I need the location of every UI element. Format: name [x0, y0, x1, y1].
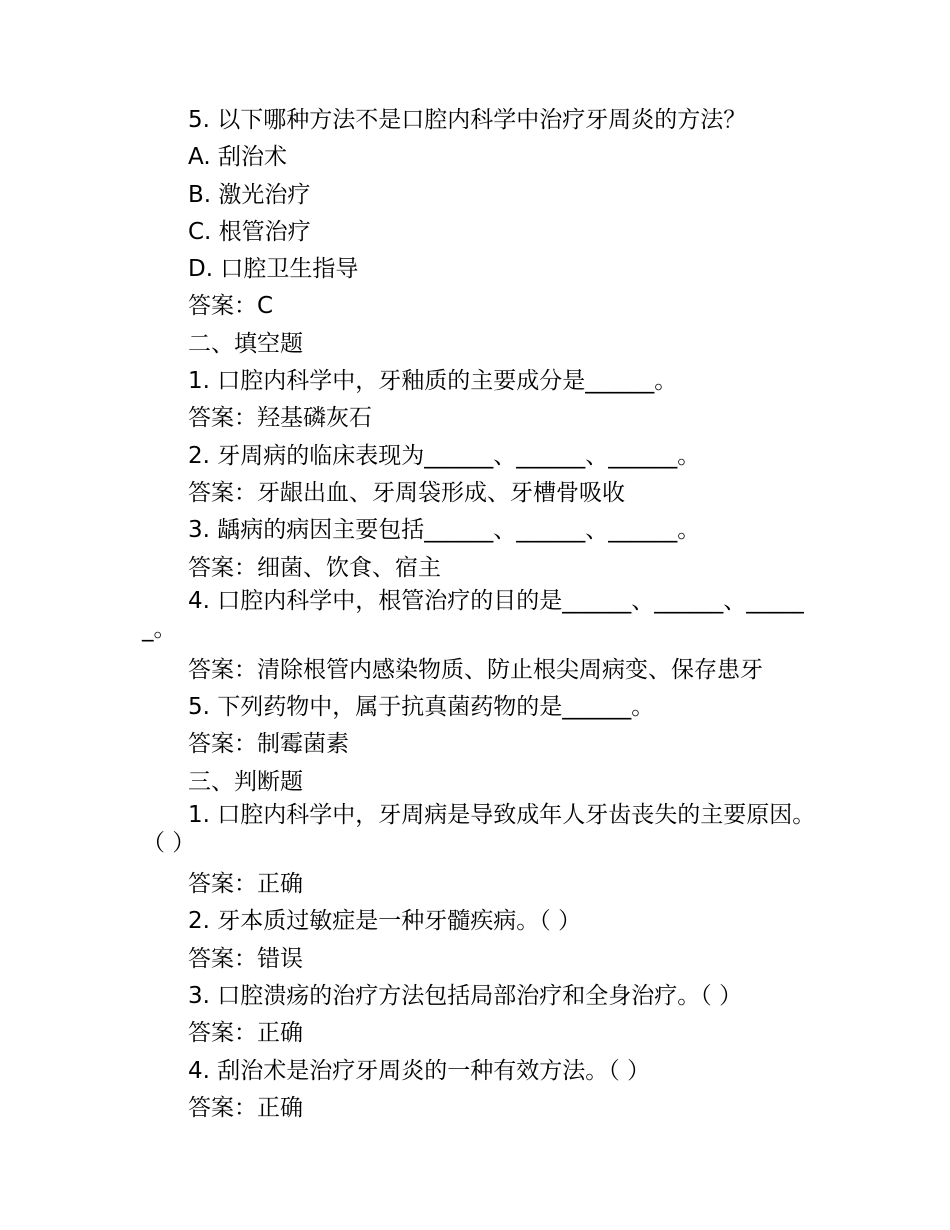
- question-fill-1: 1. 口腔内科学中，牙釉质的主要成分是______。: [188, 368, 678, 395]
- question-fill-3: 3. 龋病的病因主要包括______、______、______。: [188, 517, 701, 544]
- question-tf-2: 2. 牙本质过敏症是一种牙髓疾病。（ ）: [188, 908, 582, 935]
- answer-mc-5: 答案：C: [188, 293, 274, 320]
- question-fill-4: 4. 口腔内科学中，根管治疗的目的是______、______、______。: [142, 587, 804, 642]
- answer-fill-3: 答案：细菌、饮食、宿主: [188, 554, 441, 581]
- answer-fill-2: 答案：牙龈出血、牙周袋形成、牙槽骨吸收: [188, 479, 625, 506]
- document-body: [142, 102, 822, 1127]
- question-tf-4: 4. 刮治术是治疗牙周炎的一种有效方法。（ ）: [188, 1057, 651, 1084]
- question-mc-5: 5. 以下哪种方法不是口腔内科学中治疗牙周炎的方法？: [188, 107, 747, 133]
- option-a: A. 刮治术: [188, 144, 287, 171]
- section-heading-true-false: 三、判断题: [188, 768, 303, 795]
- option-b: B. 激光治疗: [188, 181, 311, 208]
- question-fill-5: 5. 下列药物中，属于抗真菌药物的是______。: [188, 694, 655, 721]
- option-d: D. 口腔卫生指导: [188, 256, 359, 283]
- option-c: C. 根管治疗: [188, 218, 311, 245]
- answer-tf-3: 答案：正确: [188, 1020, 303, 1047]
- question-fill-2: 2. 牙周病的临床表现为______、______、______。: [188, 442, 701, 469]
- answer-tf-1: 答案：正确: [188, 871, 303, 898]
- answer-tf-4: 答案：正确: [188, 1094, 303, 1121]
- question-tf-1: 1. 口腔内科学中，牙周病是导致成年人牙齿丧失的主要原因。（ ）: [142, 802, 816, 857]
- section-heading-fill-in: 二、填空题: [188, 330, 303, 357]
- answer-fill-5: 答案：制霉菌素: [188, 731, 349, 758]
- question-tf-3: 3. 口腔溃疡的治疗方法包括局部治疗和全身治疗。（ ）: [188, 982, 743, 1009]
- answer-fill-4: 答案：清除根管内感染物质、防止根尖周病变、保存患牙: [188, 656, 763, 683]
- answer-fill-1: 答案：羟基磷灰石: [188, 405, 372, 432]
- answer-tf-2: 答案：错误: [188, 945, 303, 972]
